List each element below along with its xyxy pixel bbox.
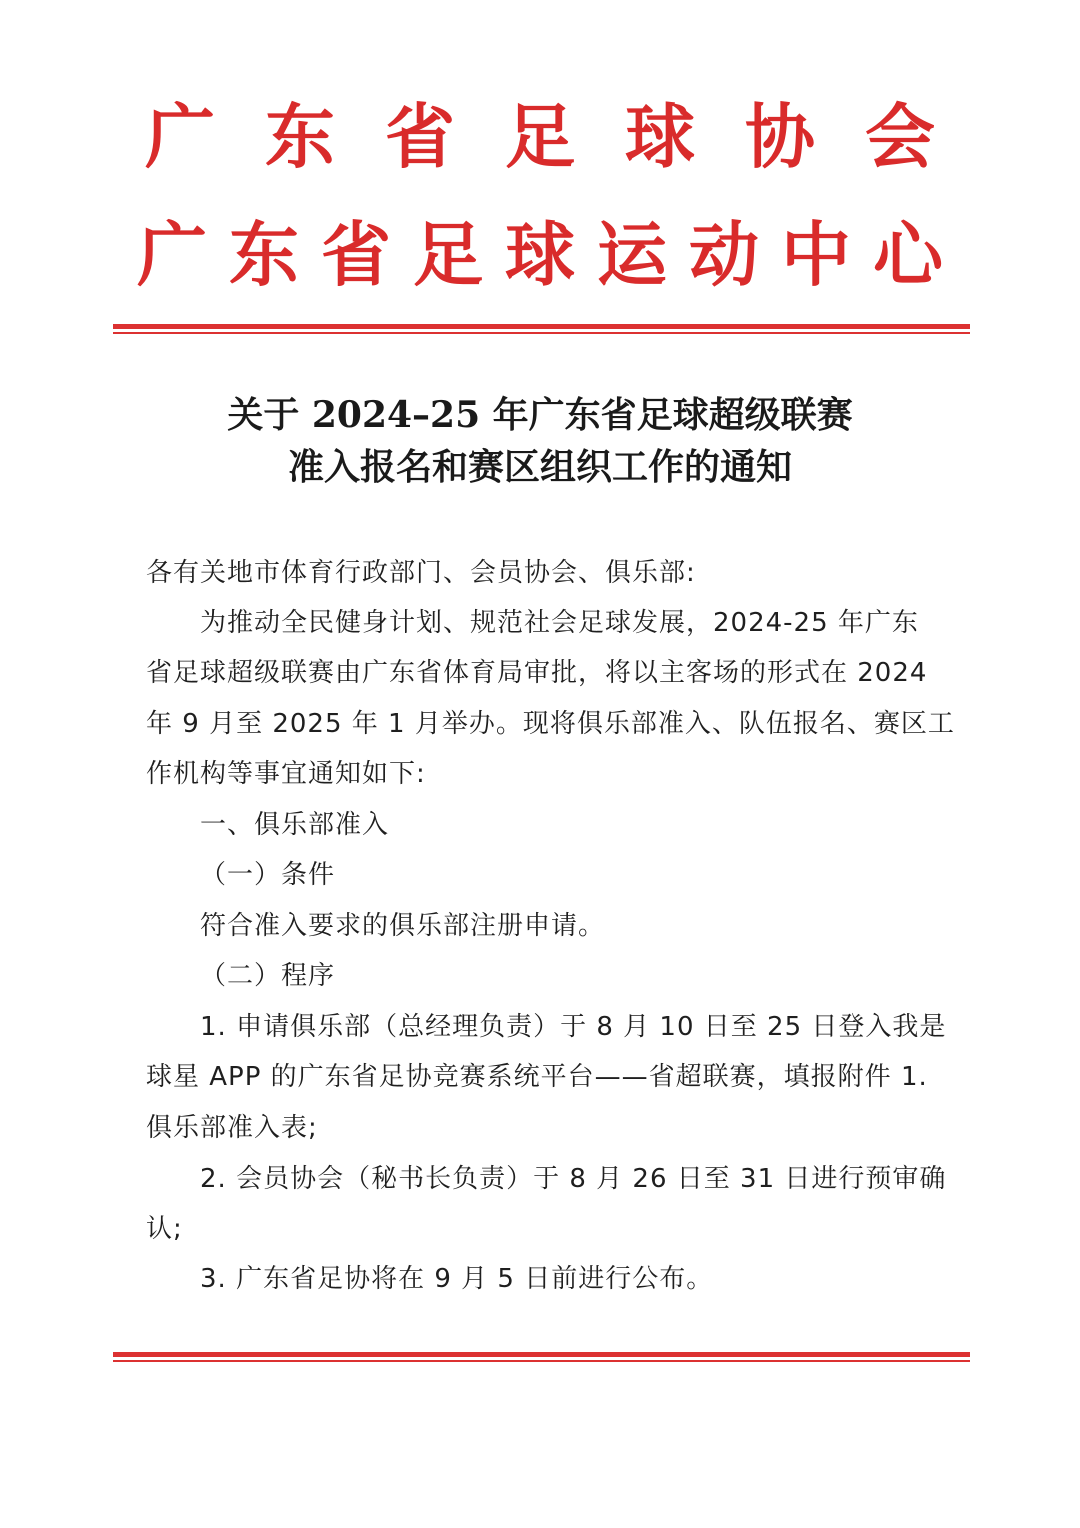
addressee-line: 各有关地市体育行政部门、会员协会、俱乐部: — [146, 558, 696, 588]
body-line: 符合准入要求的俱乐部注册申请。 — [200, 911, 606, 941]
document-title-line-1: 关于 2024–25 年广东省足球超级联赛 — [227, 394, 853, 436]
letterhead-divider-top — [113, 324, 970, 334]
letterhead-org-line-1: 广东省足球协会 — [145, 95, 985, 178]
body-line: 俱乐部准入表; — [146, 1113, 318, 1143]
document-title-line-2: 准入报名和赛区组织工作的通知 — [287, 446, 792, 488]
body-line: 作机构等事宜通知如下: — [146, 759, 426, 789]
letterhead-divider-bottom — [113, 1352, 970, 1362]
body-line: 球星 APP 的广东省足协竞赛系统平台——省超联赛，填报附件 1. — [146, 1062, 928, 1092]
body-line: 为推动全民健身计划、规范社会足球发展，2024-25 年广东 — [200, 608, 919, 638]
body-line: 3. 广东省足协将在 9 月 5 日前进行公布。 — [200, 1264, 714, 1294]
section-heading: 一、俱乐部准入 — [200, 810, 390, 840]
body-line: 2. 会员协会（秘书长负责）于 8 月 26 日至 31 日进行预审确 — [200, 1164, 947, 1194]
subsection-heading: （二）程序 — [200, 961, 336, 991]
subsection-heading: （一）条件 — [200, 860, 336, 890]
body-line: 1. 申请俱乐部（总经理负责）于 8 月 10 日至 25 日登入我是 — [200, 1012, 947, 1042]
body-line: 省足球超级联赛由广东省体育局审批，将以主客场的形式在 2024 — [146, 658, 928, 688]
body-line: 年 9 月至 2025 年 1 月举办。现将俱乐部准入、队伍报名、赛区工 — [146, 709, 955, 739]
letterhead-org-line-2: 广东省足球运动中心 — [137, 213, 965, 296]
body-line: 认; — [146, 1214, 183, 1244]
